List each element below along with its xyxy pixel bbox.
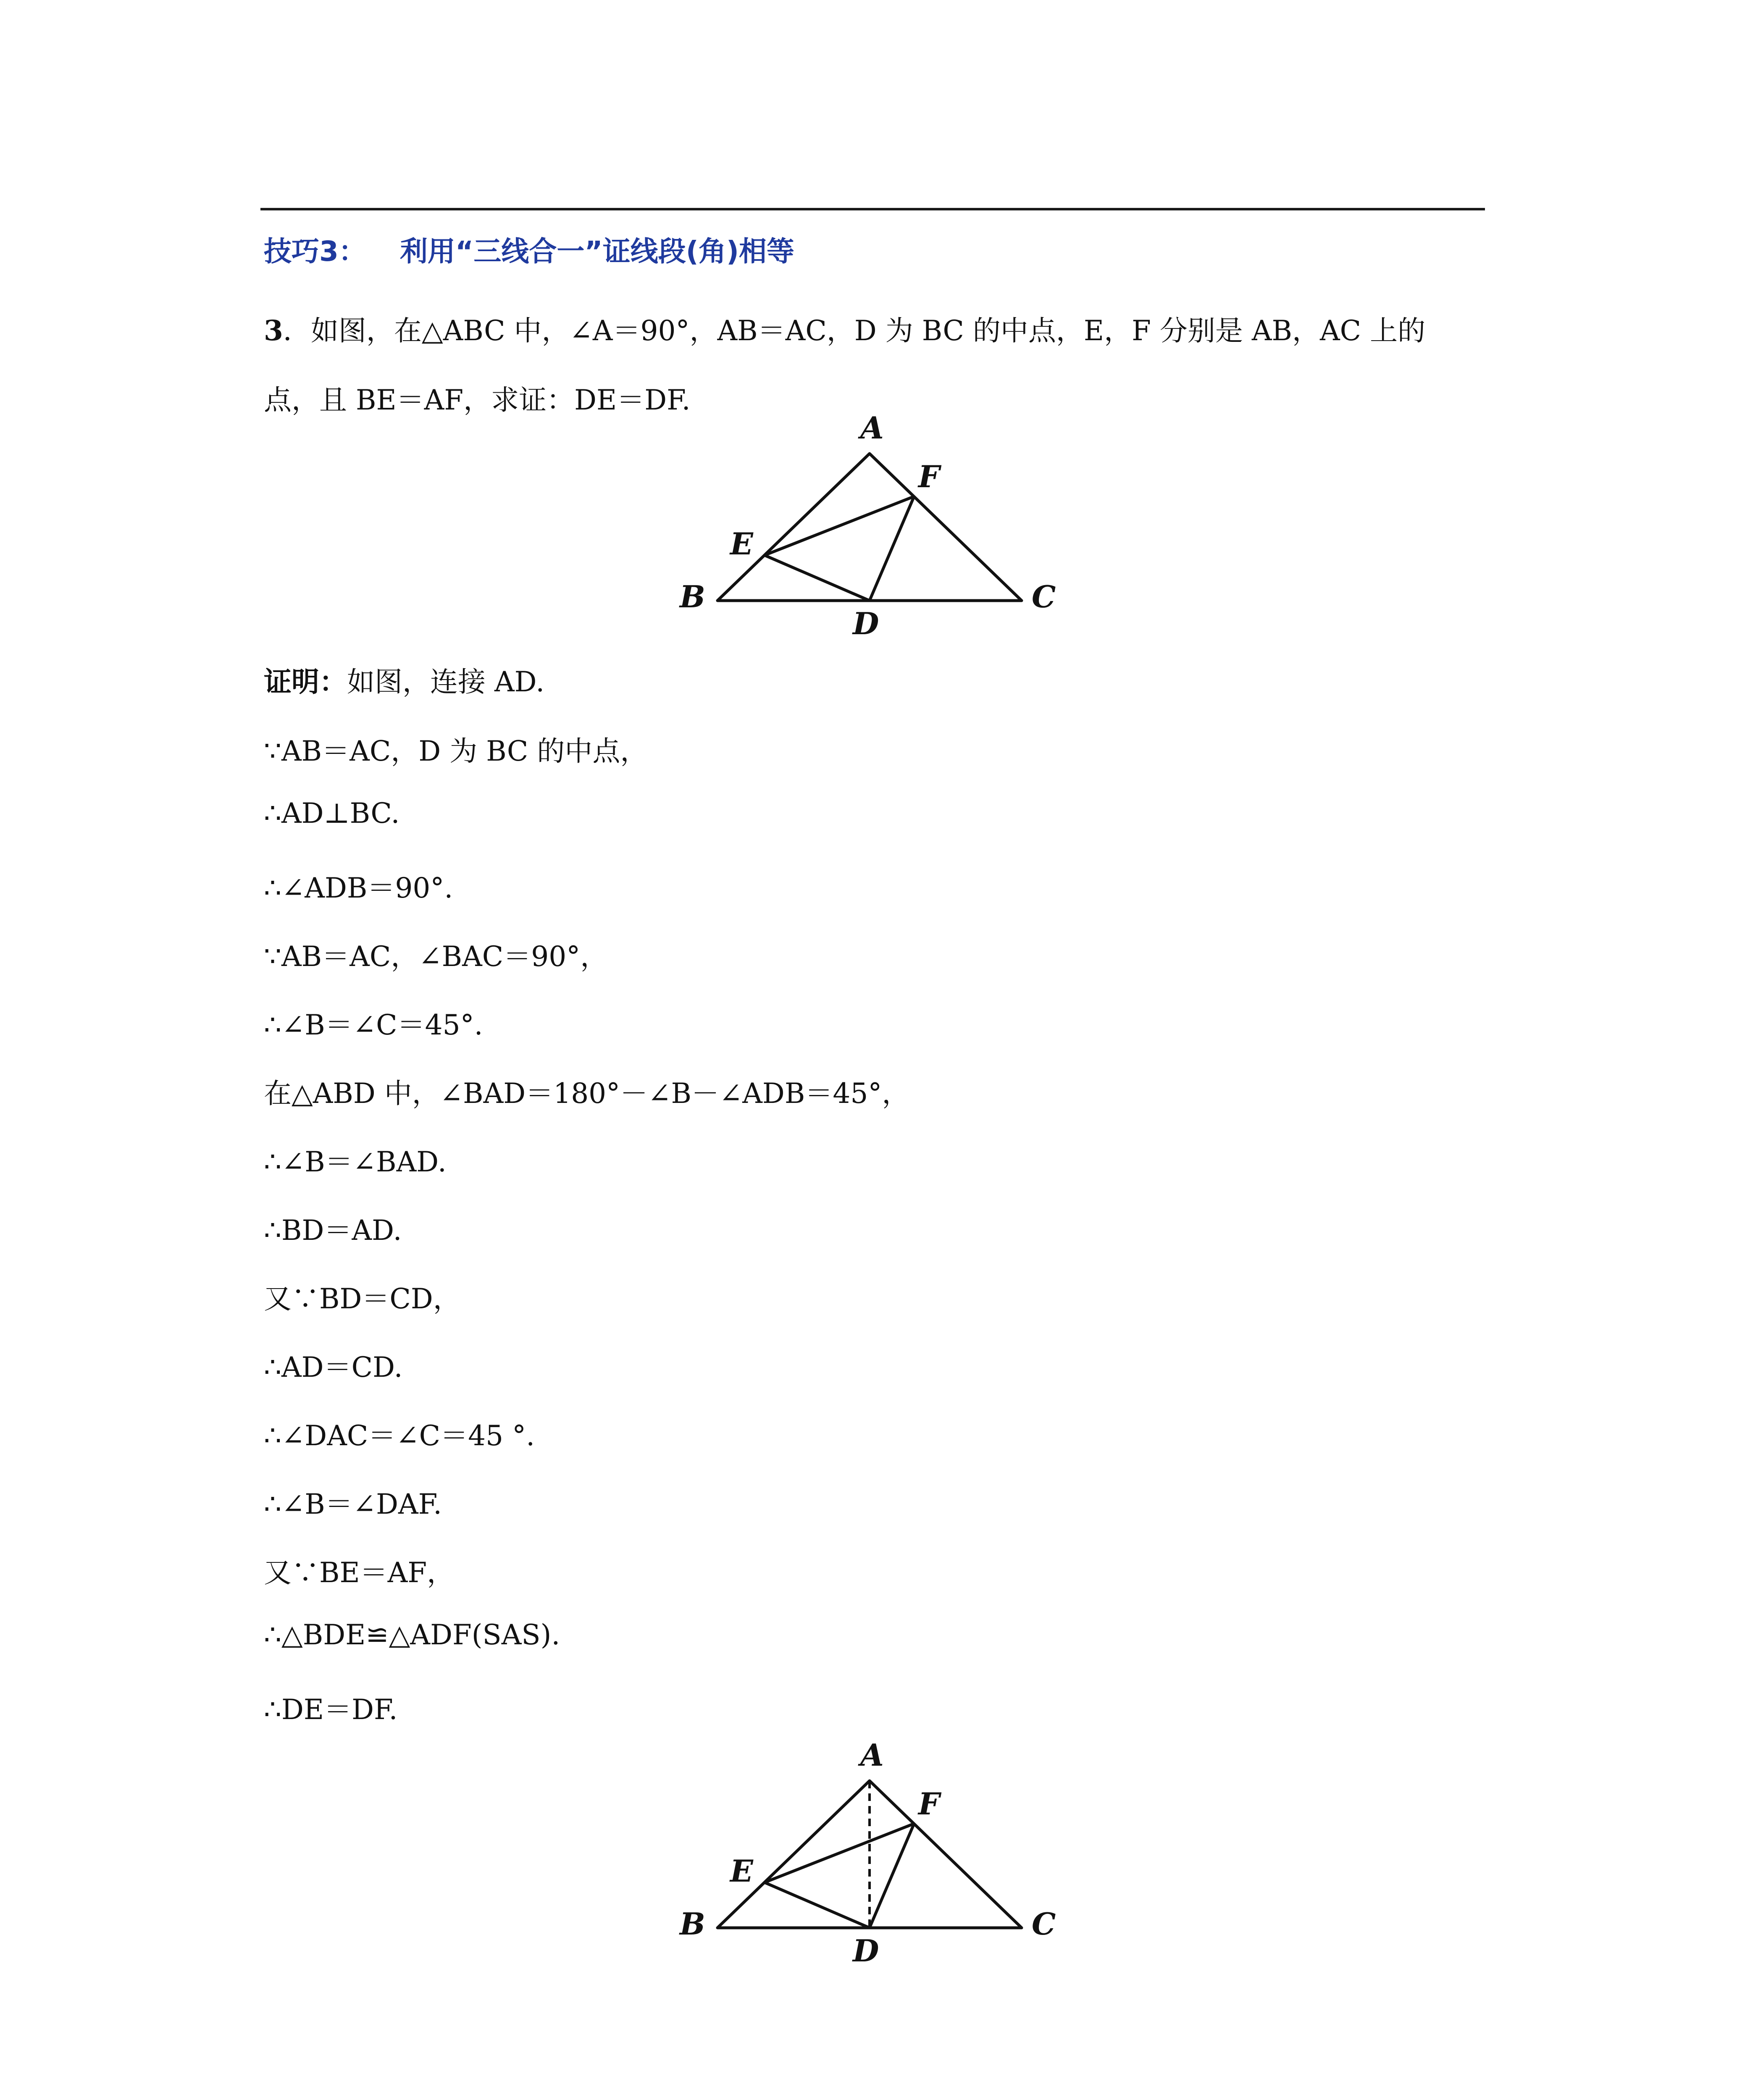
proof-intro [264,659,544,699]
problem-line-2: 点，且 BE＝AF，求证：DE＝DF. [264,384,691,416]
triangle-abc [717,454,1022,601]
figure-2-triangle-with-altitude [664,1739,1075,1974]
label-d: D [853,1933,879,1969]
triangle-abc [717,1781,1022,1928]
label-a: A [860,412,884,446]
proof-step: ∴AD＝CD. [264,1351,403,1383]
proof-step: 又∵BD＝CD， [264,1283,461,1315]
label-f: F [918,459,940,494]
proof-step: 又∵BE＝AF， [264,1557,455,1589]
section-heading [264,229,794,269]
label-d: D [853,606,879,641]
proof-step: ∵AB＝AC，D 为 BC 的中点， [264,735,648,767]
proof-step: ∵AB＝AC，∠BAC＝90°， [264,940,608,973]
proof-step: ∴∠ADB＝90°. [264,872,453,904]
proof-step: ∴∠B＝∠DAF. [264,1488,442,1520]
heading-label: 技巧3： [264,235,366,268]
label-e: E [730,526,753,562]
problem-line-1: ．如图，在△ABC 中，∠A＝90°，AB＝AC，D 为 BC 的中点，E，F 分别是 AB，AC 上的 [283,315,1426,347]
proof-step: ∴BD＝AD. [264,1214,402,1247]
proof-step: ∴AD⊥BC. [264,797,400,830]
proof-step: ∴∠B＝∠C＝45°. [264,1009,483,1041]
proof-step: 在△ABD 中，∠BAD＝180°－∠B－∠ADB＝45°， [264,1077,910,1110]
label-a: A [860,1739,884,1773]
proof-label: 证明： [264,666,347,698]
proof-step: ∴∠B＝∠BAD. [264,1146,447,1178]
label-f: F [918,1786,940,1822]
top-rule [260,208,1485,210]
proof-step: ∴∠DAC＝∠C＝45 °. [264,1420,535,1452]
proof-intro-text: 如图，连接 AD. [347,666,545,698]
figure-1-triangle [664,412,1075,647]
label-b: B [680,1906,705,1942]
label-e: E [730,1853,753,1889]
heading-title: 利用“三线合一”证线段(角)相等 [399,235,795,268]
segment-ed [765,555,870,601]
label-c: C [1032,1906,1056,1942]
proof-step: ∴△BDE≌△ADF(SAS). [264,1619,560,1651]
problem-number: 3 [264,314,283,347]
label-c: C [1032,579,1056,614]
proof-step: ∴DE＝DF. [264,1693,398,1726]
label-b: B [680,579,705,614]
segment-ed [765,1882,870,1928]
